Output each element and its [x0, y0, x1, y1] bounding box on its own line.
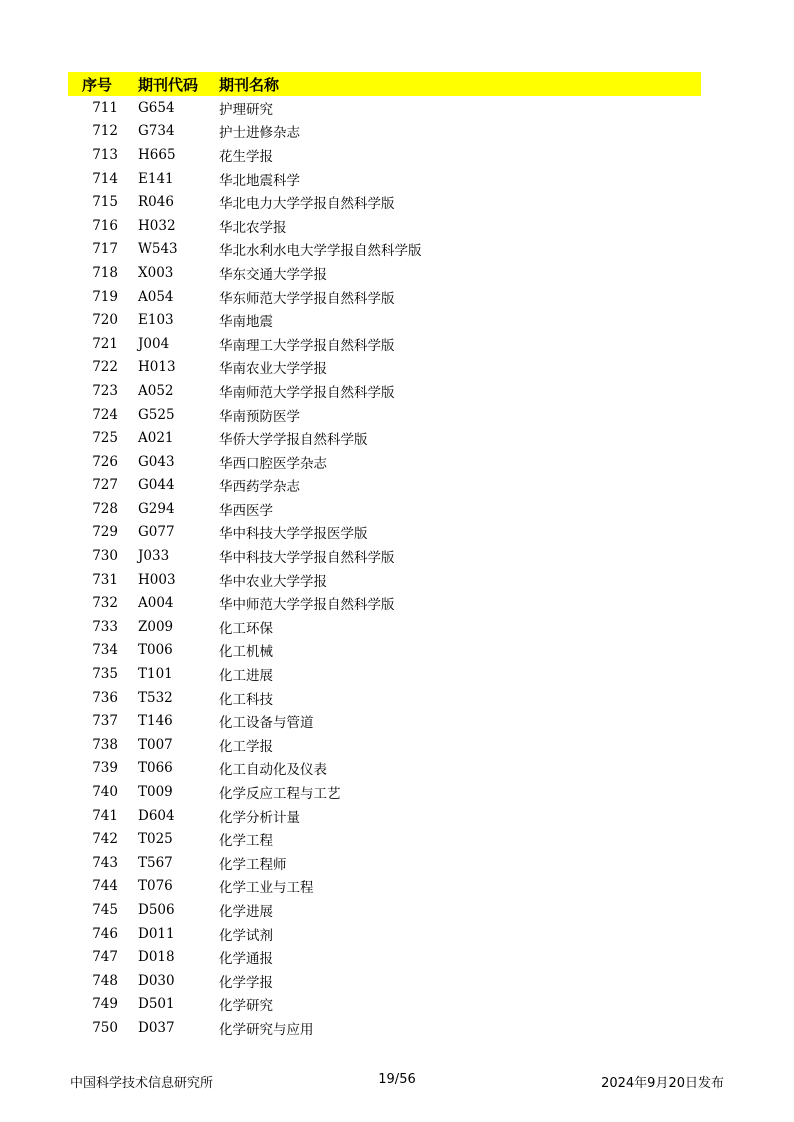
row-number: 725: [92, 430, 118, 447]
table-row: [68, 332, 701, 356]
journal-code: T009: [138, 784, 173, 801]
journal-code: D604: [138, 807, 175, 824]
table-row: [68, 1016, 701, 1040]
table-row: [68, 804, 701, 828]
journal-code: E141: [138, 170, 174, 187]
journal-name: 化学试剂: [219, 927, 273, 944]
journal-code: G654: [138, 99, 175, 116]
row-number: 722: [92, 359, 118, 376]
journal-name: 护理研究: [219, 101, 273, 118]
journal-name: 华西口腔医学杂志: [219, 455, 327, 472]
table-row: [68, 261, 701, 285]
journal-name: 化学工程师: [219, 856, 287, 873]
journal-name: 化学进展: [219, 903, 273, 920]
journal-code: G043: [138, 453, 175, 470]
journal-code: D011: [138, 925, 175, 942]
row-number: 747: [92, 949, 118, 966]
journal-name: 华西医学: [219, 502, 273, 519]
journal-code: H003: [138, 571, 176, 588]
row-number: 714: [92, 170, 118, 187]
table-row: [68, 591, 701, 615]
header-code: 期刊代码: [138, 75, 199, 94]
table-row: [68, 356, 701, 380]
journal-code: T007: [138, 736, 173, 753]
journal-code: A021: [138, 430, 174, 447]
journal-name: 华北水利水电大学学报自然科学版: [219, 243, 422, 260]
journal-name: 华东师范大学学报自然科学版: [219, 290, 395, 307]
header-number: 序号: [81, 75, 112, 94]
row-number: 738: [92, 736, 118, 753]
journal-code: D030: [138, 972, 175, 989]
table-row: [68, 96, 701, 120]
row-number: 720: [92, 312, 118, 329]
journal-name: 华中科技大学学报医学版: [219, 526, 368, 543]
journal-name: 华中科技大学学报自然科学版: [219, 550, 395, 567]
table-row: [68, 474, 701, 498]
journal-name: 华南师范大学学报自然科学版: [219, 384, 395, 401]
row-number: 717: [92, 241, 118, 258]
journal-name: 化工科技: [219, 691, 273, 708]
row-number: 733: [92, 618, 118, 635]
row-number: 742: [92, 831, 118, 848]
journal-code: J033: [138, 548, 170, 565]
row-number: 721: [92, 335, 118, 352]
journal-code: G734: [138, 123, 175, 140]
table-row: [68, 568, 701, 592]
journal-name: 化工环保: [219, 620, 273, 637]
row-number: 718: [92, 264, 118, 281]
table-row: [68, 521, 701, 545]
table-row: [68, 544, 701, 568]
journal-code: G294: [138, 500, 175, 517]
row-number: 743: [92, 854, 118, 871]
journal-name: 华东交通大学学报: [219, 266, 327, 283]
journal-code: D037: [138, 1019, 175, 1036]
journal-code: H665: [138, 146, 176, 163]
table-header: [68, 72, 701, 96]
journal-name: 华南地震: [219, 314, 273, 331]
journal-name: 化学学报: [219, 974, 273, 991]
row-number: 735: [92, 666, 118, 683]
table-row: [68, 709, 701, 733]
row-number: 727: [92, 477, 118, 494]
row-number: 715: [92, 194, 118, 211]
journal-code: T567: [138, 854, 173, 871]
journal-name: 华北电力大学学报自然科学版: [219, 196, 395, 213]
row-number: 749: [92, 996, 118, 1013]
journal-name: 华侨大学学报自然科学版: [219, 432, 368, 449]
footer-institution: 中国科学技术信息研究所: [70, 1076, 214, 1091]
header-name: 期刊名称: [219, 75, 280, 94]
journal-code: T532: [138, 689, 173, 706]
journal-code: T006: [138, 642, 173, 659]
row-number: 746: [92, 925, 118, 942]
row-number: 737: [92, 713, 118, 730]
journal-name: 华北地震科学: [219, 172, 300, 189]
journal-name: 化学反应工程与工艺: [219, 786, 341, 803]
journal-code: J004: [138, 335, 170, 352]
row-number: 741: [92, 807, 118, 824]
row-number: 744: [92, 878, 118, 895]
publish-date: 2024年9月20日发布: [601, 1076, 724, 1091]
table-row: [68, 214, 701, 238]
row-number: 731: [92, 571, 118, 588]
row-number: 730: [92, 548, 118, 565]
journal-name: 花生学报: [219, 148, 273, 165]
journal-name: 化学研究: [219, 998, 273, 1015]
table-row: [68, 898, 701, 922]
journal-code: T076: [138, 878, 173, 895]
row-number: 719: [92, 288, 118, 305]
table-row: [68, 497, 701, 521]
row-number: 734: [92, 642, 118, 659]
journal-code: Z009: [138, 618, 174, 635]
row-number: 736: [92, 689, 118, 706]
row-number: 748: [92, 972, 118, 989]
journal-name: 化工进展: [219, 668, 273, 685]
row-number: 729: [92, 524, 118, 541]
table-row: [68, 403, 701, 427]
row-number: 745: [92, 901, 118, 918]
table-row: [68, 945, 701, 969]
journal-code: D501: [138, 996, 175, 1013]
row-number: 740: [92, 784, 118, 801]
journal-code: R046: [138, 194, 174, 211]
journal-name: 华中师范大学学报自然科学版: [219, 597, 395, 614]
table-row: [68, 426, 701, 450]
journal-code: T101: [138, 666, 173, 683]
journal-code: G525: [138, 406, 175, 423]
journal-name: 化工自动化及仪表: [219, 762, 327, 779]
journal-table: [68, 72, 701, 1040]
row-number: 732: [92, 595, 118, 612]
row-number: 712: [92, 123, 118, 140]
table-row: [68, 143, 701, 167]
journal-code: G077: [138, 524, 175, 541]
table-row: [68, 686, 701, 710]
table-row: [68, 827, 701, 851]
journal-name: 化工学报: [219, 738, 273, 755]
journal-code: D018: [138, 949, 175, 966]
table-row: [68, 120, 701, 144]
table-row: [68, 190, 701, 214]
table-body: [68, 96, 701, 1040]
row-number: 723: [92, 382, 118, 399]
journal-name: 华北农学报: [219, 219, 287, 236]
table-row: [68, 379, 701, 403]
table-row: [68, 757, 701, 781]
journal-code: H013: [138, 359, 176, 376]
journal-name: 护士进修杂志: [219, 125, 300, 142]
journal-code: A052: [138, 382, 174, 399]
journal-name: 华中农业大学学报: [219, 573, 327, 590]
journal-code: H032: [138, 217, 176, 234]
journal-name: 华西药学杂志: [219, 479, 300, 496]
table-row: [68, 615, 701, 639]
journal-name: 华南农业大学学报: [219, 361, 327, 378]
journal-code: A054: [138, 288, 174, 305]
journal-code: E103: [138, 312, 174, 329]
journal-code: T146: [138, 713, 173, 730]
table-row: [68, 285, 701, 309]
row-number: 716: [92, 217, 118, 234]
journal-code: T025: [138, 831, 173, 848]
table-row: [68, 969, 701, 993]
journal-name: 华南理工大学学报自然科学版: [219, 337, 395, 354]
row-number: 711: [92, 99, 118, 116]
page-footer: [70, 1072, 724, 1092]
table-row: [68, 733, 701, 757]
row-number: 728: [92, 500, 118, 517]
journal-code: X003: [138, 264, 174, 281]
table-row: [68, 851, 701, 875]
journal-code: T066: [138, 760, 173, 777]
table-row: [68, 238, 701, 262]
journal-name: 化学工业与工程: [219, 880, 314, 897]
table-row: [68, 875, 701, 899]
journal-code: D506: [138, 901, 175, 918]
journal-name: 化学通报: [219, 951, 273, 968]
row-number: 739: [92, 760, 118, 777]
journal-name: 化工机械: [219, 644, 273, 661]
journal-name: 华南预防医学: [219, 408, 300, 425]
row-number: 713: [92, 146, 118, 163]
journal-code: G044: [138, 477, 175, 494]
table-row: [68, 662, 701, 686]
table-row: [68, 308, 701, 332]
row-number: 726: [92, 453, 118, 470]
table-row: [68, 922, 701, 946]
table-row: [68, 780, 701, 804]
journal-name: 化学工程: [219, 833, 273, 850]
journal-name: 化学研究与应用: [219, 1021, 314, 1038]
page-number: 19/56: [378, 1072, 416, 1087]
journal-code: A004: [138, 595, 174, 612]
journal-code: W543: [138, 241, 178, 258]
row-number: 750: [92, 1019, 118, 1036]
table-row: [68, 167, 701, 191]
row-number: 724: [92, 406, 118, 423]
table-row: [68, 993, 701, 1017]
table-row: [68, 639, 701, 663]
journal-name: 化学分析计量: [219, 809, 300, 826]
table-row: [68, 450, 701, 474]
journal-name: 化工设备与管道: [219, 715, 314, 732]
